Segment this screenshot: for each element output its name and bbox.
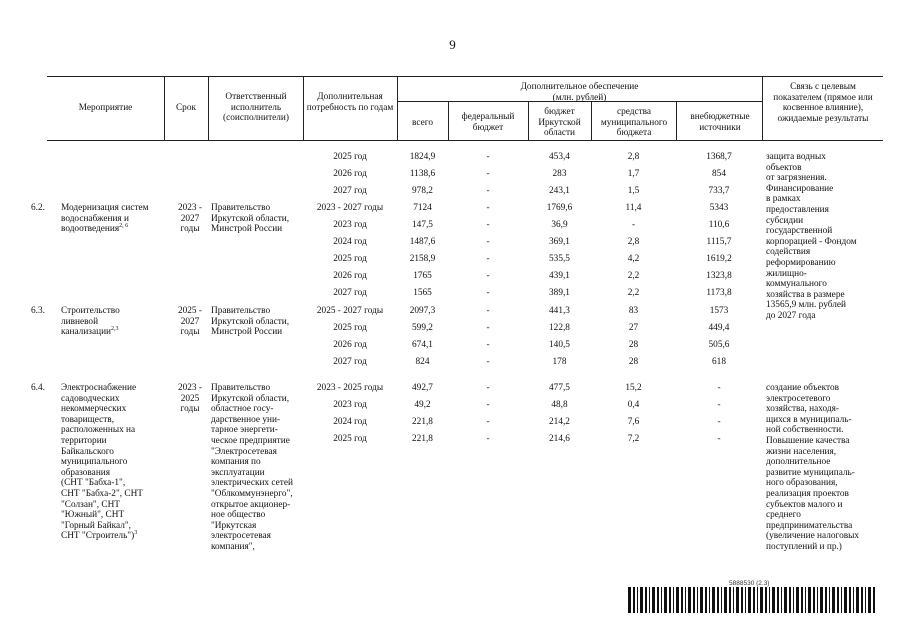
header-municipal: средства муниципального бюджета: [600, 107, 668, 139]
row-extra: -: [717, 417, 721, 427]
event-footnote: 2,3: [111, 326, 119, 333]
row-municipal: 0,4: [627, 400, 640, 410]
header-link: Связь с целевым показателем (прямое или косвенное влияние), ожидаемые результаты: [773, 82, 873, 124]
event-footnote: 2, 6: [119, 223, 129, 230]
row-total: 2158,9: [409, 254, 436, 264]
event-number: 6.2.: [31, 203, 45, 213]
table-top-border: [47, 76, 883, 77]
row-federal: -: [486, 169, 490, 179]
header-term: Срок: [175, 103, 196, 113]
row-federal: -: [486, 323, 490, 333]
row-municipal: 2,8: [627, 237, 640, 247]
row-regional: 389,1: [549, 288, 570, 298]
row-federal: -: [486, 434, 490, 444]
row-regional: 122,8: [549, 323, 570, 333]
row-municipal: 28: [628, 340, 639, 350]
row-regional: 283: [552, 169, 567, 179]
row-federal: -: [486, 271, 490, 281]
row-total: 599,2: [412, 323, 433, 333]
header-bottom-border: [47, 140, 883, 141]
row-year: 2024 год: [333, 237, 367, 247]
event-responsible: Правительство Иркутской области, Минстрой России: [211, 203, 290, 235]
row-extra: -: [717, 383, 721, 393]
row-total: 1824,9: [409, 152, 436, 162]
page-number: 9: [449, 37, 456, 52]
row-total: 7124: [413, 203, 432, 213]
row-year: 2025 год: [333, 152, 367, 162]
row-year: 2026 год: [333, 340, 367, 350]
row-extra: -: [717, 434, 721, 444]
row-regional: 1769,6: [546, 203, 573, 213]
row-year: 2023 - 2027 годы: [316, 203, 384, 213]
event-number: 6.4.: [31, 383, 45, 393]
row-total: 1487,6: [409, 237, 436, 247]
row-municipal: 15,2: [625, 383, 642, 393]
row-extra: 1173,8: [706, 288, 732, 298]
col-divider: [676, 101, 677, 140]
event-name-text: Модернизация систем водоснабжения и водоотведения: [61, 203, 149, 235]
row-regional: 535,5: [549, 254, 570, 264]
row-federal: -: [486, 288, 490, 298]
row-total: 492,7: [412, 383, 433, 393]
row-year: 2027 год: [333, 288, 367, 298]
row-regional: 140,5: [549, 340, 570, 350]
row-year: 2023 год: [333, 220, 367, 230]
row-year: 2025 - 2027 годы: [316, 306, 384, 316]
row-federal: -: [486, 417, 490, 427]
row-federal: -: [486, 237, 490, 247]
link-text-block-1: защита водных объектов от загрязнения. Финансирование в рамках предоставления субсидии государственной корпорацией - Фондом содействия реформированию жилищно- коммунального хозяйства в размере 13565,9 млн. рублей до 2027 года: [766, 152, 857, 321]
event-name-text: Электроснабжение садоводческих некоммерческих товариществ, расположенных на территории Байкальского муниципального образования (СНТ "Бабха-1", СНТ "Бабха-2", СНТ "Солзан", СНТ "Южный", СНТ "Горный Байкал", СНТ "Строитель"): [61, 383, 143, 542]
row-municipal: 7,2: [627, 434, 640, 444]
event-term: 2025 - 2027 годы: [177, 306, 202, 338]
row-federal: -: [486, 306, 490, 316]
header-federal: федеральный бюджет: [461, 112, 515, 133]
row-extra: 1115,7: [706, 237, 732, 247]
row-year: 2023 год: [333, 400, 367, 410]
row-federal: -: [486, 203, 490, 213]
row-total: 1565: [413, 288, 432, 298]
event-name: [61, 383, 171, 542]
row-extra: -: [717, 400, 721, 410]
barcode-image: [626, 587, 878, 613]
row-total: 978,2: [412, 186, 433, 196]
event-responsible: Правительство Иркутской области, областное госу- дарственное уни- тарное энергети- ческое предприятие "Электросетевая компания по эксплуатации электрических сетей "Облкоммунэнерго", открытое акционер- ное общество "Иркутская электросетевая компания",: [211, 383, 293, 552]
event-term: 2023 - 2025 годы: [177, 383, 202, 415]
row-regional: 214,6: [549, 434, 570, 444]
row-municipal: 27: [628, 323, 639, 333]
header-total: всего: [412, 118, 433, 128]
row-extra: 1323,8: [706, 271, 732, 281]
row-extra: 505,6: [708, 340, 730, 350]
barcode-id: 5888530 (2.3): [729, 580, 770, 587]
row-federal: -: [486, 340, 490, 350]
header-event: Мероприятие: [78, 103, 133, 113]
event-footnote: 3: [134, 530, 138, 537]
row-year: 2025 год: [333, 434, 367, 444]
row-year: 2024 год: [333, 417, 367, 427]
row-extra: 1368,7: [706, 152, 732, 162]
col-divider: [448, 101, 449, 140]
row-municipal: 11,4: [625, 203, 642, 213]
row-total: 1138,6: [409, 169, 436, 179]
row-total: 1765: [413, 271, 432, 281]
row-year: 2025 год: [333, 254, 367, 264]
row-year: 2026 год: [333, 271, 367, 281]
event-name-text: Строительство ливневой канализации: [61, 306, 120, 338]
row-extra: 1573: [709, 306, 729, 316]
event-term: 2023 - 2027 годы: [177, 203, 202, 235]
row-extra: 110,6: [708, 220, 730, 230]
row-total: 674,1: [412, 340, 433, 350]
row-regional: 441,3: [549, 306, 570, 316]
event-number: 6.3.: [31, 306, 45, 316]
row-federal: -: [486, 400, 490, 410]
row-regional: 36,9: [551, 220, 568, 230]
row-federal: -: [486, 254, 490, 264]
row-regional: 453,4: [549, 152, 570, 162]
row-extra: 5343: [709, 203, 729, 213]
row-year: 2027 год: [333, 357, 367, 367]
row-extra: 1619,2: [706, 254, 732, 264]
header-regional: бюджет Иркутской области: [538, 107, 581, 139]
col-divider: [208, 76, 209, 140]
header-support-group: Дополнительное обеспечение (млн. рублей): [520, 82, 639, 103]
row-total: 221,8: [412, 434, 433, 444]
row-municipal: 7,6: [627, 417, 640, 427]
row-municipal: 28: [628, 357, 639, 367]
row-federal: -: [486, 186, 490, 196]
row-municipal: 1,5: [627, 186, 640, 196]
header-need: Дополнительная потребность по годам: [306, 92, 394, 113]
row-year: 2025 год: [333, 323, 367, 333]
row-total: 221,8: [412, 417, 433, 427]
row-year: 2027 год: [333, 186, 367, 196]
row-municipal: 2,2: [627, 271, 640, 281]
event-responsible: Правительство Иркутской области, Минстрой России: [211, 306, 290, 338]
event-name: [61, 306, 151, 338]
row-regional: 439,1: [549, 271, 570, 281]
header-responsible: Ответственный исполнитель (соисполнители): [223, 92, 289, 124]
row-municipal: 4,2: [627, 254, 640, 264]
col-divider: [303, 76, 304, 140]
row-total: 2097,3: [409, 306, 436, 316]
row-regional: 48,8: [551, 400, 568, 410]
row-regional: 477,5: [549, 383, 570, 393]
row-total: 49,2: [414, 400, 431, 410]
row-year: 2026 год: [333, 169, 367, 179]
row-regional: 214,2: [549, 417, 570, 427]
row-federal: -: [486, 383, 490, 393]
row-municipal: 2,2: [627, 288, 640, 298]
header-extra: внебюджетные источники: [690, 112, 750, 133]
row-municipal: -: [631, 220, 636, 230]
row-regional: 178: [552, 357, 567, 367]
row-regional: 369,1: [549, 237, 570, 247]
row-extra: 733,7: [708, 186, 730, 196]
row-extra: 618: [712, 357, 726, 367]
row-municipal: 83: [628, 306, 639, 316]
row-federal: -: [486, 220, 490, 230]
link-text-block-2: создание объектов электросетевого хозяйства, находя- щихся в муниципаль- ной собственности. Повышение качества жизни населения, дополнительное развитие муниципаль- ного образования, реализация проектов субъектов малого и среднего предпринимательства (увеличение налоговых поступлений и пр.): [766, 383, 860, 552]
row-total: 824: [415, 357, 430, 367]
row-federal: -: [486, 152, 490, 162]
col-divider: [762, 76, 763, 140]
row-total: 147,5: [412, 220, 433, 230]
row-municipal: 1,7: [627, 169, 640, 179]
row-regional: 243,1: [549, 186, 570, 196]
row-municipal: 2,8: [627, 152, 640, 162]
row-extra: 449,4: [708, 323, 730, 333]
row-federal: -: [486, 357, 490, 367]
event-name: [61, 203, 171, 235]
row-extra: 854: [712, 169, 726, 179]
row-year: 2023 - 2025 годы: [316, 383, 384, 393]
